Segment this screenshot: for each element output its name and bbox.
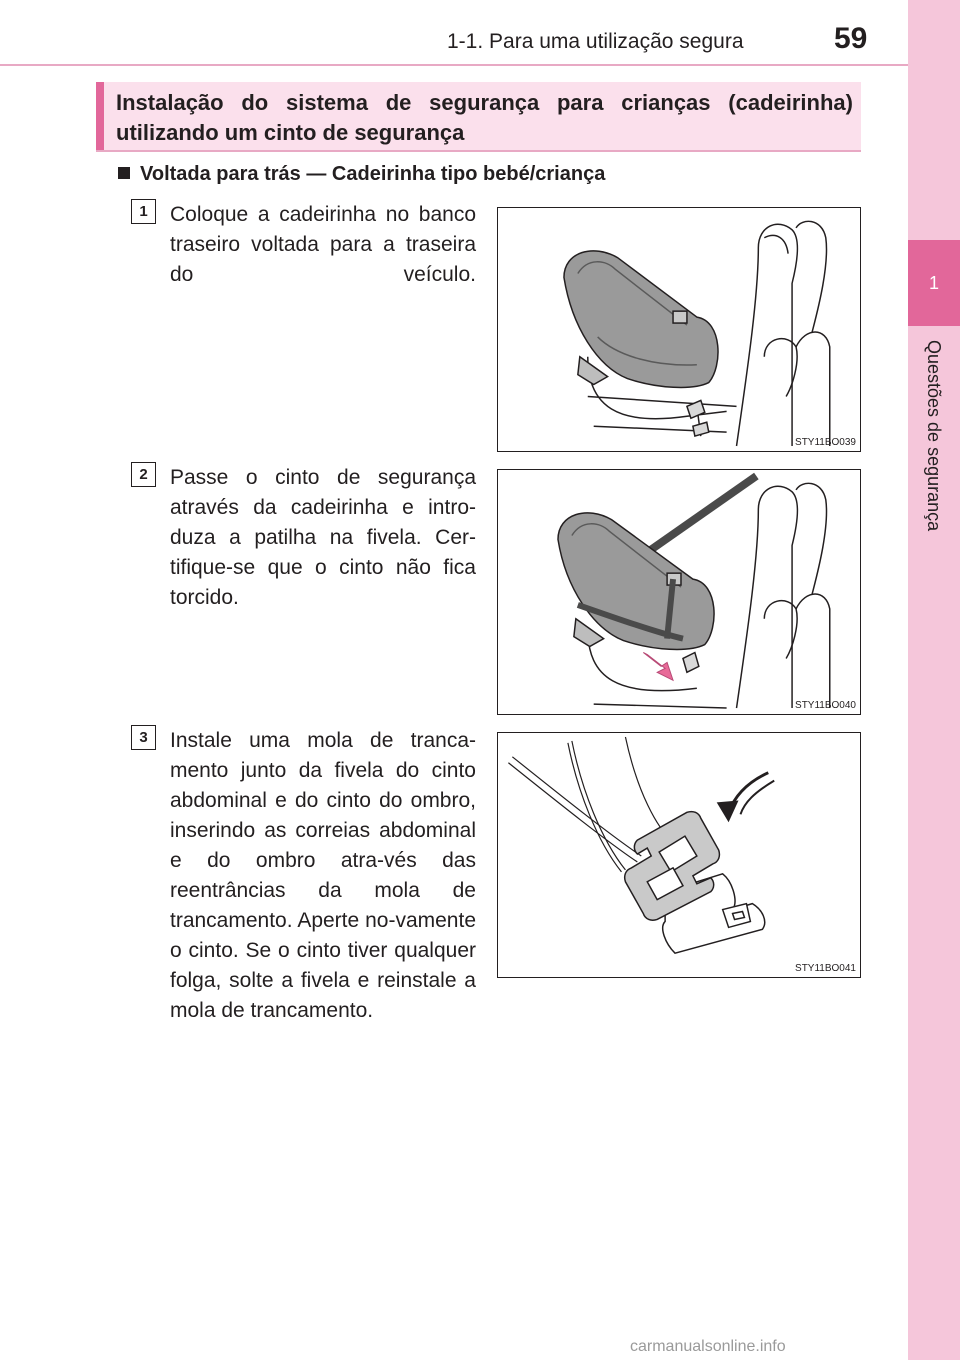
figure-label-2: STY11BO040 [795,700,856,711]
locking-clip-illustration [498,733,860,977]
figure-label-3: STY11BO041 [795,963,856,974]
section-title: Instalação do sistema de segurança para crianças (cadeirinha) utilizando um cinto de segurança [116,90,853,145]
step-text-3: Instale uma mola de tranca-mento junto da fivela do cinto abdominal e do cinto do ombro, inserindo as correias abdominal e do ombro atra-vés das reentrâncias da mola de trancamento. Aperte no-vamente o cinto. Se o cinto tiver qualquer folga, solte a fivela e reinstale a mola de trancamento. [170,729,476,1022]
figure-label-1: STY11BO039 [795,437,856,448]
child-seat-rear-facing-illustration [498,208,860,451]
section-accent-bar [96,82,104,150]
running-head: 1-1. Para uma utilização segura [447,30,744,53]
square-bullet-icon [118,167,130,179]
watermark-text: carmanualsonline.info [630,1338,786,1355]
figure-step-2 [497,469,861,715]
step-number-3: 3 [131,725,156,750]
sub-heading [118,163,605,186]
step-text-1: Coloque a cadeirinha no banco traseiro voltada para a traseira do veículo. [170,203,476,286]
seat-belt-routing-illustration [498,470,860,714]
section-header [96,82,861,152]
sub-heading-text: Voltada para trás — Cadeirinha tipo bebé/criança [140,163,606,185]
chapter-title: Questões de segurança [924,340,944,532]
figure-step-1 [497,207,861,452]
step-number-2: 2 [131,462,156,487]
step-number-1: 1 [131,199,156,224]
chapter-number: 1 [928,272,939,293]
step-text-2: Passe o cinto de segurança através da cadeirinha e intro-duza a patilha na fivela. Cer-tifique-se que o cinto não fica torcido. [170,466,476,609]
side-strip [908,0,960,1360]
figure-step-3 [497,732,861,978]
header-rule [0,64,908,66]
chapter-tab[interactable] [908,240,960,326]
page-number: 59 [834,22,868,55]
